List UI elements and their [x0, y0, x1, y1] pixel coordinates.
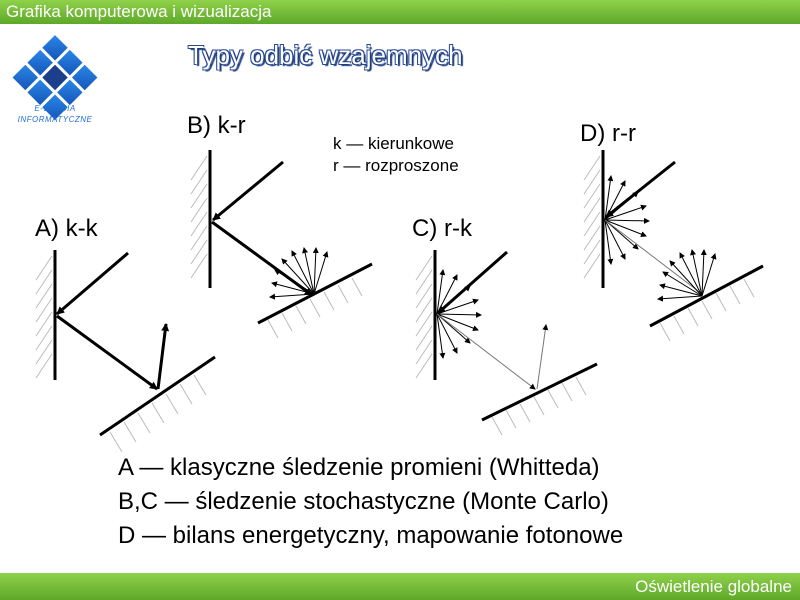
legend: [333, 133, 459, 177]
label-case-c: C) r-k: [412, 215, 472, 242]
case-c-geometry: [416, 250, 597, 435]
logo-caption-1: E-STUDIA: [34, 104, 76, 113]
label-case-b: B) k-r: [187, 112, 246, 139]
slide-title: Typy odbić wzajemnych: [188, 40, 463, 70]
legend-k: k — kierunkowe: [333, 134, 454, 153]
note-a: A — klasyczne śledzenie promieni (Whitteda): [118, 454, 600, 481]
label-case-a: A) k-k: [35, 215, 98, 242]
notes-list: [118, 451, 623, 553]
footer-section: Oświetlenie globalne: [635, 577, 792, 596]
course-title: Grafika komputerowa i wizualizacja: [6, 2, 272, 21]
case-b-geometry: [191, 150, 372, 338]
footer-bar: [0, 573, 800, 600]
note-d: D — bilans energetyczny, mapowanie fotonowe: [118, 522, 624, 549]
case-d-geometry: [584, 150, 763, 341]
legend-r: r — rozproszone: [333, 156, 459, 175]
label-case-d: D) r-r: [580, 120, 636, 147]
logo-caption-2: INFORMATYCZNE: [17, 115, 93, 124]
note-bc: B,C — śledzenie stochastyczne (Monte Carlo): [118, 488, 609, 515]
case-a-geometry: [36, 250, 215, 452]
